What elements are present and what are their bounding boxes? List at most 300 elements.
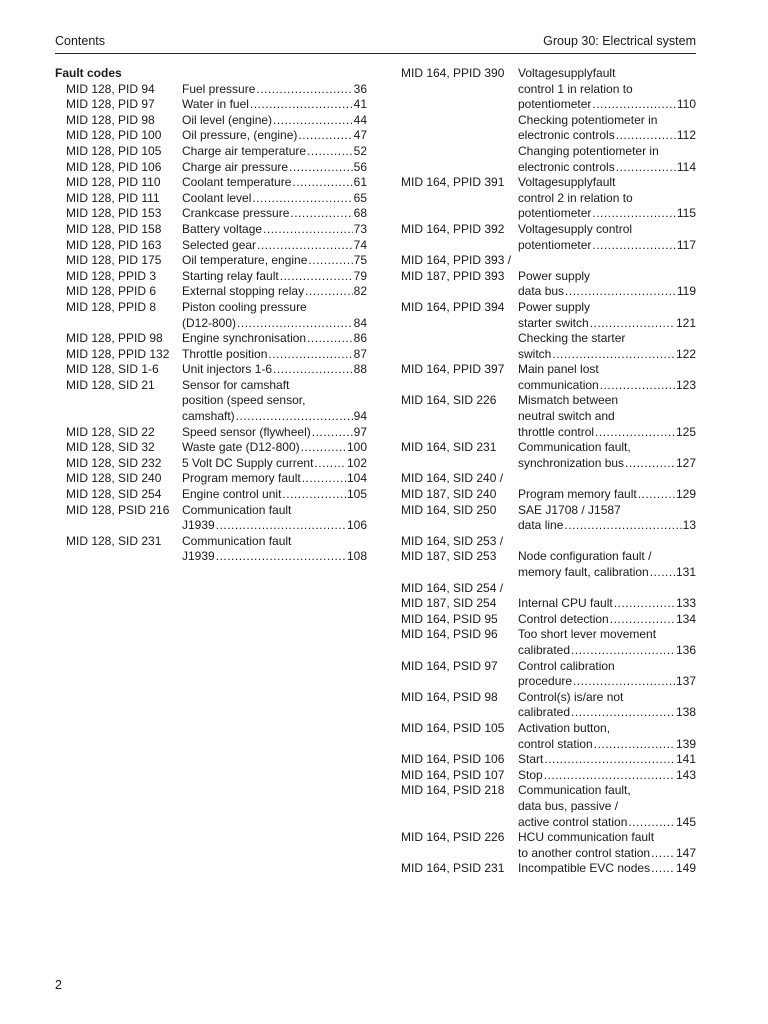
description-line: Charge air pressure: [182, 159, 289, 174]
fault-code: MID 128, PPID 132: [66, 346, 170, 361]
page-ref[interactable]: 131: [675, 565, 696, 579]
description-line: Oil temperature, engine: [182, 253, 308, 268]
description-line: Coolant temperature: [182, 175, 292, 190]
toc-entry[interactable]: [55, 378, 367, 425]
dot-leader: [282, 487, 346, 503]
fault-code: MID 164, SID 254 /: [401, 580, 504, 595]
page-ref[interactable]: 74: [353, 237, 367, 252]
page-ref[interactable]: 73: [353, 221, 367, 236]
toc-entry[interactable]: [401, 721, 696, 752]
description-line: camshaft): [182, 409, 235, 424]
toc-entry[interactable]: [401, 612, 696, 628]
toc-entry[interactable]: [401, 113, 696, 144]
page-ref[interactable]: 137: [675, 674, 696, 689]
dot-leader: [263, 222, 353, 238]
page-ref[interactable]: 127: [675, 455, 696, 470]
fault-code: MID 128, SID 232: [66, 455, 162, 470]
fault-description: [182, 206, 367, 222]
description-line: calibrated: [518, 705, 571, 720]
page-ref[interactable]: 13: [682, 518, 696, 533]
description-line: procedure: [518, 674, 573, 689]
page-ref[interactable]: 79: [353, 268, 367, 283]
toc-entry[interactable]: [55, 534, 367, 565]
dot-leader: [592, 206, 675, 222]
dot-leader: [290, 206, 352, 222]
toc-entry[interactable]: [55, 300, 367, 331]
fault-description: [182, 487, 367, 503]
toc-entry[interactable]: [401, 362, 696, 393]
description-line: HCU communication fault: [518, 830, 655, 845]
fault-code: MID 164, PSID 95: [401, 611, 498, 626]
fault-description: [182, 503, 367, 534]
description-line: Mismatch between: [518, 393, 619, 408]
fault-description: [518, 830, 696, 861]
dot-leader: [595, 425, 675, 441]
fault-code: MID 128, PID 100: [66, 128, 162, 143]
toc-entry[interactable]: [55, 347, 367, 363]
page-ref[interactable]: 65: [353, 190, 367, 205]
toc-entry[interactable]: [401, 581, 696, 597]
fault-code: MID 187, PPID 393: [401, 268, 505, 283]
page-header: [55, 33, 696, 54]
fault-code: MID 128, PID 98: [66, 112, 155, 127]
toc-entry[interactable]: [55, 191, 367, 207]
description-line: switch: [518, 346, 552, 361]
page-ref[interactable]: 75: [353, 253, 367, 268]
fault-code: MID 128, SID 21: [66, 377, 155, 392]
description-line: to another control station: [518, 845, 651, 860]
dot-leader: [651, 861, 675, 877]
description-line: data line: [518, 518, 564, 533]
fault-code: MID 128, PID 94: [66, 81, 155, 96]
fault-description: [182, 362, 367, 378]
fault-description: [518, 659, 696, 690]
description-line: Oil pressure, (engine): [182, 128, 298, 143]
toc-entry[interactable]: [55, 113, 367, 129]
description-line: electronic controls: [518, 128, 615, 143]
page-ref[interactable]: 106: [346, 518, 367, 533]
fault-code: [401, 144, 518, 160]
dot-leader: [268, 347, 352, 363]
fault-description: [182, 253, 367, 269]
dot-leader: [292, 175, 352, 191]
page-ref[interactable]: 117: [676, 237, 696, 252]
fault-code: MID 128, PPID 8: [66, 299, 157, 314]
page-ref[interactable]: 149: [675, 861, 696, 876]
dot-leader: [273, 362, 353, 378]
fault-description: [518, 113, 696, 144]
fault-code: MID 164, PPID 397: [401, 362, 505, 377]
description-line: Incompatible EVC nodes: [518, 861, 651, 876]
page-ref[interactable]: 82: [353, 284, 367, 299]
page-ref[interactable]: 139: [675, 736, 696, 751]
page-ref[interactable]: 56: [353, 159, 367, 174]
page-ref[interactable]: 68: [353, 206, 367, 221]
page-ref[interactable]: 88: [353, 362, 367, 377]
dot-leader: [273, 113, 353, 129]
page-ref[interactable]: 138: [675, 705, 696, 720]
fault-code: MID 164, PPID 394: [401, 299, 505, 314]
section-heading: Fault codes: [55, 66, 122, 80]
description-line: 5 Volt DC Supply current: [182, 455, 314, 470]
dot-leader: [628, 815, 675, 831]
fault-code: MID 164, PPID 392: [401, 221, 505, 236]
fault-code: [401, 331, 518, 347]
page-ref[interactable]: 136: [675, 642, 696, 657]
toc-entry[interactable]: [401, 269, 696, 300]
page-ref[interactable]: 94: [353, 409, 367, 424]
fault-description: [182, 238, 367, 254]
page-ref[interactable]: 119: [676, 284, 696, 299]
fault-code: MID 128, SID 22: [66, 424, 155, 439]
description-line: (D12-800): [182, 315, 237, 330]
dot-leader: [616, 128, 676, 144]
dot-leader: [216, 518, 346, 534]
description-line: Selected gear: [182, 237, 257, 252]
toc-entry[interactable]: [55, 128, 367, 144]
fault-description: [518, 861, 696, 877]
fault-description: [518, 690, 696, 721]
description-line: Voltagesupplyfault: [518, 175, 616, 190]
description-line: Battery voltage: [182, 221, 263, 236]
dot-leader: [592, 238, 675, 254]
description-line: control 1 in relation to: [518, 81, 633, 96]
page-ref[interactable]: 110: [676, 97, 696, 112]
toc-entry[interactable]: [401, 752, 696, 768]
toc-entry[interactable]: [401, 659, 696, 690]
dot-leader: [571, 705, 675, 721]
toc-entry[interactable]: [55, 222, 367, 238]
dot-leader: [250, 97, 353, 113]
dot-leader: [610, 612, 675, 628]
page-ref[interactable]: 125: [675, 424, 696, 439]
description-line: Engine synchronisation: [182, 331, 307, 346]
toc-entry[interactable]: [55, 206, 367, 222]
description-line: Communication fault,: [518, 783, 631, 798]
fault-code: MID 187, SID 253: [401, 549, 497, 564]
page-ref[interactable]: 145: [675, 814, 696, 829]
dot-leader: [573, 674, 675, 690]
toc-entry[interactable]: [55, 331, 367, 347]
page-ref[interactable]: 112: [676, 128, 696, 143]
toc-entry[interactable]: [401, 690, 696, 721]
fault-code: MID 164, PSID 96: [401, 627, 498, 642]
page-ref[interactable]: 44: [353, 112, 367, 127]
fault-description: [518, 300, 696, 331]
fault-code: MID 128, PPID 98: [66, 331, 163, 346]
fault-code: MID 128, SID 254: [66, 487, 162, 502]
toc-entry[interactable]: [401, 534, 696, 550]
fault-description: [518, 66, 696, 113]
toc-entry[interactable]: [401, 861, 696, 877]
fault-code: MID 128, PSID 216: [66, 502, 170, 517]
fault-description: [182, 425, 367, 441]
page-ref[interactable]: 61: [353, 175, 367, 190]
fault-description: [182, 534, 367, 565]
toc-entry[interactable]: [401, 830, 696, 861]
description-line: Throttle position: [182, 346, 268, 361]
fault-description: [518, 144, 696, 175]
fault-description: [518, 752, 696, 768]
fault-description: [518, 393, 696, 440]
fault-code: MID 128, PPID 3: [66, 268, 157, 283]
dot-leader: [289, 160, 353, 176]
description-line: Stop: [518, 767, 543, 782]
page-ref[interactable]: 102: [346, 455, 367, 470]
description-line: Voltagesupplyfault: [518, 66, 616, 80]
fault-description: [518, 175, 696, 222]
toc-entry[interactable]: [55, 253, 367, 269]
page-ref[interactable]: 114: [676, 159, 696, 174]
toc-entry[interactable]: [55, 97, 367, 113]
fault-description: [182, 284, 367, 300]
page-ref[interactable]: 115: [676, 206, 696, 221]
fault-description: [182, 144, 367, 160]
description-line: Start: [518, 752, 544, 767]
description-line: Speed sensor (flywheel): [182, 424, 311, 439]
page-ref[interactable]: 123: [675, 377, 696, 392]
description-line: potentiometer: [518, 97, 592, 112]
page-ref[interactable]: 97: [353, 424, 367, 439]
fault-code: MID 164, PSID 226: [401, 830, 505, 845]
description-line: Activation button,: [518, 720, 611, 735]
fault-description: [182, 113, 367, 129]
dot-leader: [257, 238, 353, 254]
toc-entry[interactable]: [401, 222, 696, 253]
dot-leader: [616, 160, 676, 176]
description-line: Program memory fault: [182, 471, 301, 486]
description-line: Control calibration: [518, 658, 615, 673]
fault-description: [518, 269, 696, 300]
fault-code: MID 164, PSID 98: [401, 689, 498, 704]
fault-code: MID 128, PID 105: [66, 143, 162, 158]
page-ref[interactable]: 100: [346, 440, 367, 455]
page-ref[interactable]: 121: [675, 315, 696, 330]
description-line: synchronization bus: [518, 455, 625, 470]
dot-leader: [625, 456, 675, 472]
toc-entry[interactable]: [55, 471, 367, 487]
dot-leader: [544, 768, 675, 784]
fault-code: MID 164, PSID 231: [401, 861, 505, 876]
dot-leader: [312, 425, 353, 441]
fault-description: [518, 721, 696, 752]
dot-leader: [565, 284, 676, 300]
toc-entry[interactable]: [401, 487, 696, 503]
toc-entry[interactable]: [55, 425, 367, 441]
description-line: J1939: [182, 518, 215, 533]
toc-entry[interactable]: [55, 144, 367, 160]
fault-description: [182, 347, 367, 363]
fault-description: [182, 440, 367, 456]
toc-entry[interactable]: [401, 549, 696, 580]
page-ref[interactable]: 47: [353, 128, 367, 143]
fault-code: MID 164, PSID 218: [401, 783, 505, 798]
dot-leader: [256, 82, 352, 98]
description-line: Too short lever movement: [518, 627, 657, 642]
description-line: J1939: [182, 549, 215, 564]
page-ref[interactable]: 87: [353, 346, 367, 361]
description-line: data bus: [518, 284, 565, 299]
fault-code: MID 164, SID 240 /: [401, 471, 504, 486]
header-group-title: Group 30: Electrical system: [543, 34, 696, 48]
toc-right-column: [401, 66, 696, 877]
description-line: Communication fault: [182, 533, 292, 548]
fault-description: [518, 627, 696, 658]
toc-entry[interactable]: [55, 456, 367, 472]
description-line: Node configuration fault /: [518, 549, 652, 564]
toc-entry[interactable]: [55, 487, 367, 503]
fault-description: [518, 440, 696, 471]
dot-leader: [305, 284, 353, 300]
toc-entry[interactable]: [401, 300, 696, 331]
description-line: Sensor for camshaft: [182, 377, 290, 392]
toc-entry[interactable]: [55, 82, 367, 98]
fault-code: MID 164, SID 231: [401, 440, 497, 455]
description-line: Engine control unit: [182, 487, 282, 502]
dot-leader: [302, 471, 346, 487]
dot-leader: [600, 378, 675, 394]
dot-leader: [237, 316, 353, 332]
fault-code: MID 128, SID 231: [66, 533, 162, 548]
fault-code: MID 187, SID 254: [401, 596, 497, 611]
description-line: potentiometer: [518, 206, 592, 221]
fault-description: [182, 175, 367, 191]
description-line: control 2 in relation to: [518, 190, 633, 205]
description-line: calibrated: [518, 642, 571, 657]
toc-entry[interactable]: [55, 238, 367, 254]
page-ref[interactable]: 122: [675, 346, 696, 361]
fault-code: MID 164, SID 226: [401, 393, 497, 408]
fault-description: [182, 300, 367, 331]
description-line: throttle control: [518, 424, 595, 439]
fault-code: MID 128, PID 175: [66, 253, 162, 268]
toc-entry[interactable]: [401, 627, 696, 658]
toc-entry[interactable]: [55, 269, 367, 285]
dot-leader: [650, 565, 675, 581]
fault-description: [182, 471, 367, 487]
description-line: Control(s) is/are not: [518, 689, 624, 704]
fault-description: [518, 503, 696, 534]
fault-description: [518, 596, 696, 612]
description-line: memory fault, calibration: [518, 565, 649, 579]
description-line: External stopping relay: [182, 284, 305, 299]
fault-code: MID 128, PID 97: [66, 97, 155, 112]
fault-code: MID 128, SID 32: [66, 440, 155, 455]
fault-code: MID 164, SID 250: [401, 502, 497, 517]
fault-description: [182, 269, 367, 285]
description-line: active control station: [518, 814, 628, 829]
fault-description: [182, 331, 367, 347]
toc-entry[interactable]: [401, 66, 696, 113]
toc-entry[interactable]: [401, 144, 696, 175]
description-line: Main panel lost: [518, 362, 599, 377]
toc-entry[interactable]: [401, 175, 696, 222]
page-ref[interactable]: 52: [353, 143, 367, 158]
toc-entry[interactable]: [401, 768, 696, 784]
description-line: Checking potentiometer in: [518, 112, 658, 127]
fault-code: MID 164, PSID 97: [401, 658, 498, 673]
toc-entry[interactable]: [401, 253, 696, 269]
toc-entry[interactable]: [401, 393, 696, 440]
page-ref[interactable]: 133: [675, 596, 696, 611]
toc-entry[interactable]: [401, 783, 696, 830]
description-line: Power supply: [518, 268, 591, 283]
page-ref[interactable]: 41: [353, 97, 367, 112]
page-ref[interactable]: 105: [346, 487, 367, 502]
fault-description: [518, 783, 696, 830]
description-line: position (speed sensor,: [182, 393, 306, 408]
description-line: Charge air temperature: [182, 143, 307, 158]
description-line: Oil level (engine): [182, 112, 273, 127]
toc-entry[interactable]: [55, 284, 367, 300]
description-line: Power supply: [518, 299, 591, 314]
dot-leader: [590, 316, 675, 332]
dot-leader: [307, 331, 353, 347]
description-line: Internal CPU fault: [518, 596, 613, 611]
fault-description: [182, 160, 367, 176]
toc-entry[interactable]: [55, 160, 367, 176]
dot-leader: [638, 487, 675, 503]
dot-leader: [307, 144, 353, 160]
page-ref[interactable]: 36: [353, 81, 367, 96]
description-line: Control detection: [518, 611, 609, 626]
toc-entry[interactable]: [401, 440, 696, 471]
description-line: Waste gate (D12-800): [182, 440, 300, 455]
page-ref[interactable]: 84: [353, 315, 367, 330]
fault-description: [182, 456, 367, 472]
toc-entry[interactable]: [55, 440, 367, 456]
toc-entry[interactable]: [55, 175, 367, 191]
toc-entry[interactable]: [401, 503, 696, 534]
page-ref[interactable]: 86: [353, 331, 367, 346]
description-line: Program memory fault: [518, 487, 637, 502]
toc-entry[interactable]: [401, 596, 696, 612]
page-ref[interactable]: 129: [675, 487, 696, 502]
description-line: electronic controls: [518, 159, 615, 174]
page-ref[interactable]: 143: [675, 767, 696, 782]
dot-leader: [552, 347, 675, 363]
dot-leader: [236, 409, 353, 425]
fault-code: MID 128, PID 110: [66, 175, 161, 190]
fault-code: MID 164, PSID 107: [401, 767, 505, 782]
page-ref[interactable]: 141: [675, 752, 696, 767]
page-ref[interactable]: 147: [675, 845, 696, 860]
toc-entry[interactable]: [55, 503, 367, 534]
dot-leader: [252, 191, 352, 207]
page-ref[interactable]: 104: [346, 471, 367, 486]
fault-description: [518, 487, 696, 503]
fault-code: MID 128, PPID 6: [66, 284, 157, 299]
fault-code: MID 128, SID 240: [66, 471, 162, 486]
description-line: neutral switch and: [518, 409, 615, 424]
toc-entry[interactable]: [401, 471, 696, 487]
description-line: Piston cooling pressure: [182, 299, 307, 314]
fault-code: MID 164, PPID 393 /: [401, 253, 512, 268]
toc-right-list: [401, 66, 696, 877]
toc-entry[interactable]: [401, 331, 696, 362]
dot-leader: [298, 128, 352, 144]
page-ref[interactable]: 108: [346, 549, 367, 564]
toc-left-column: [55, 66, 367, 565]
description-line: Water in fuel: [182, 97, 249, 112]
fault-description: [518, 331, 696, 362]
description-line: potentiometer: [518, 237, 592, 252]
toc-entry[interactable]: [55, 362, 367, 378]
dot-leader: [592, 97, 675, 113]
page-ref[interactable]: 134: [675, 611, 696, 626]
description-line: Fuel pressure: [182, 81, 256, 96]
description-line: Changing potentiometer in: [518, 143, 659, 158]
